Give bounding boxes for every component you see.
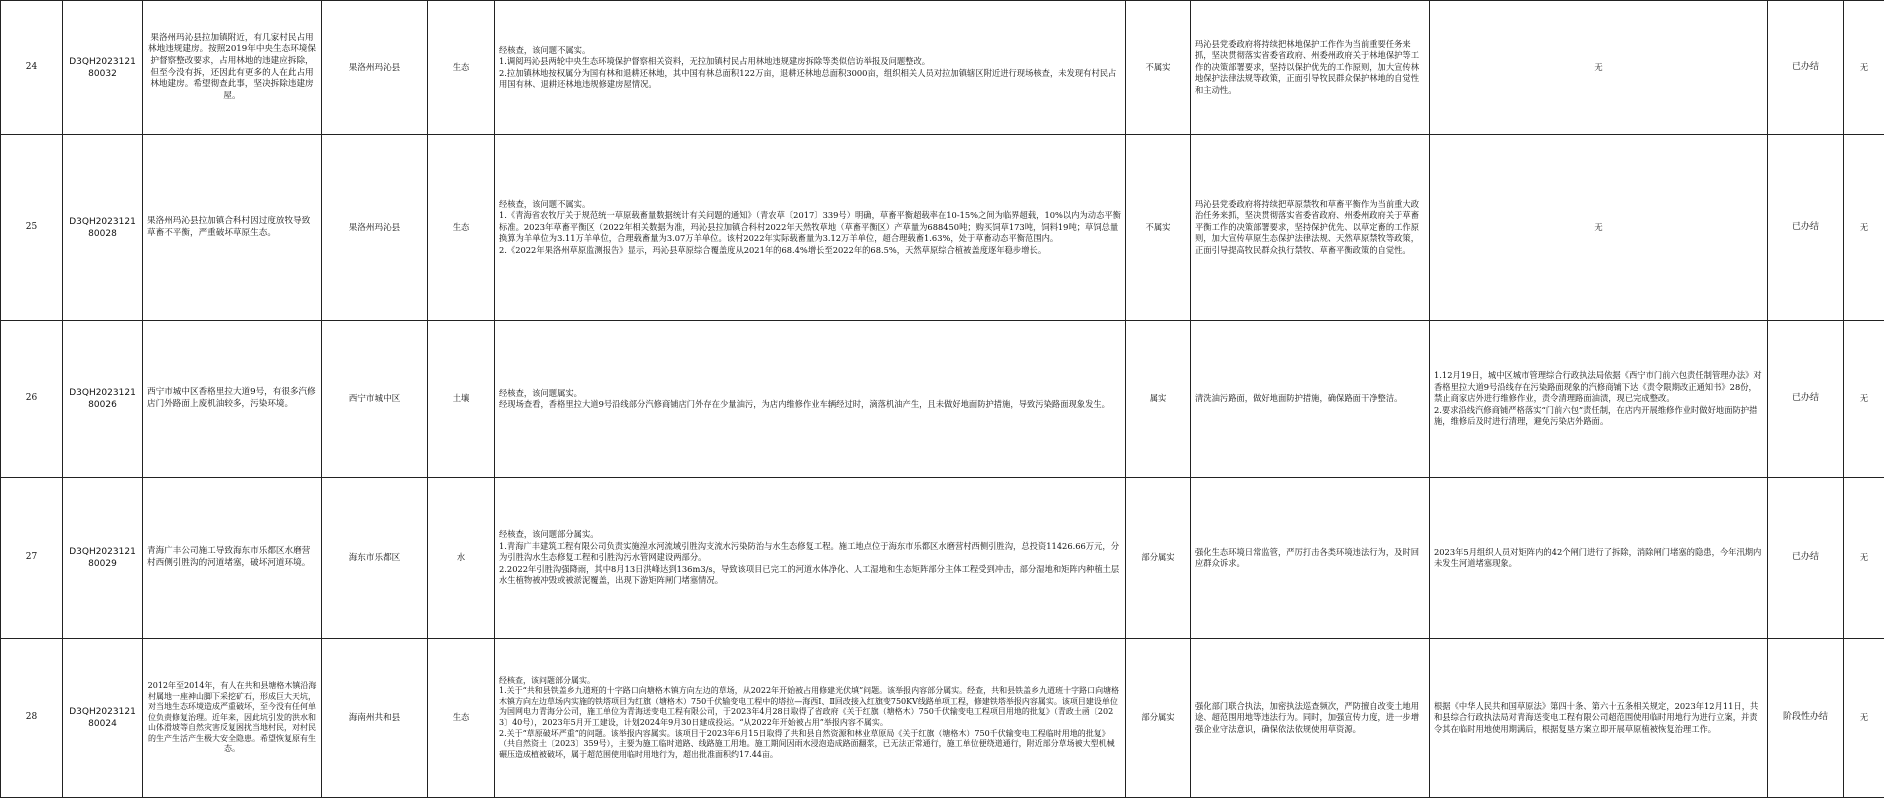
investigation-findings bbox=[495, 135, 1126, 321]
finding-line: 经核查，该问题属实。 bbox=[499, 388, 1121, 399]
table-row bbox=[1, 478, 1884, 639]
region: 海南州共和县 bbox=[322, 639, 428, 798]
finding-line: 2.拉加镇林地按权属分为国有林和退耕还林地，其中国有林总面积122万亩，退耕还林地总面积3000亩，组织相关人员对拉加镇辖区附近进行现场核查，未发现有村民占用国有林、退耕还林地违规修建房屋情况。 bbox=[499, 68, 1121, 91]
finding-line: 2.2022年引胜沟强降雨，其中8月13日洪峰达到136m3/s，导致该项目已完工的河道水体净化、人工湿地和生态矩阵部分主体工程受到冲击，部分湿地和矩阵内种植土层水生植物被冲毁或被淤泥覆盖，出现下游矩阵闸门堵塞情况。 bbox=[499, 564, 1121, 587]
table-row bbox=[1, 639, 1884, 798]
complaint-description: 2012年至2014年，有人在共和县塘格木镇沿海村属地一座神山脚下采挖矿石，形成巨大天坑，对当地生态环境造成严重破坏，至今没有任何单位负责修复治理。近年来，因此坑引发的洪水和山体滑坡等自然灾害反复困扰当地村民，对村民的生产生活产生极大安全隐患。希望恢复原有生态。 bbox=[143, 639, 322, 798]
table-row bbox=[1, 135, 1884, 321]
verdict: 部分属实 bbox=[1126, 639, 1191, 798]
rectification-line: 2.要求沿线汽修商铺严格落实“门前六包”责任制，在店内开展维修作业时做好地面防护措施，维修后及时进行清理，避免污染店外路面。 bbox=[1434, 405, 1763, 428]
verdict: 属实 bbox=[1126, 321, 1191, 478]
rectification-status: 2023年5月组织人员对矩阵内的42个闸门进行了拆除，消除闸门堵塞的隐患，今年汛期内未发生河道堵塞现象。 bbox=[1430, 478, 1768, 639]
row-number: 28 bbox=[1, 639, 63, 798]
complaint-description: 青海广丰公司施工导致海东市乐都区水磨营村西侧引胜沟的河道堵塞，破坏河道环境。 bbox=[143, 478, 322, 639]
accountability: 无 bbox=[1844, 321, 1884, 478]
investigation-findings bbox=[495, 321, 1126, 478]
handling-measures: 清洗油污路面，做好地面防护措施，确保路面干净整洁。 bbox=[1191, 321, 1430, 478]
finding-line: 经核查，该问题部分属实。 bbox=[499, 529, 1121, 540]
finding-line: 经核查，该问题不属实。 bbox=[499, 199, 1121, 210]
rectification-status: 无 bbox=[1430, 1, 1768, 135]
rectification-status bbox=[1430, 321, 1768, 478]
case-code: D3QH202312180026 bbox=[63, 321, 143, 478]
progress-status: 已办结 bbox=[1768, 135, 1844, 321]
complaint-description: 果洛州玛沁县拉加镇合科村因过度放牧导致草畜不平衡，严重破坏草原生态。 bbox=[143, 135, 322, 321]
row-number: 27 bbox=[1, 478, 63, 639]
case-code: D3QH202312180032 bbox=[63, 1, 143, 135]
rectification-status: 根据《中华人民共和国草原法》第四十条、第六十五条相关规定，2023年12月11日，共和县综合行政执法局对青海送变电工程有限公司超范围使用临时用地行为进行立案，并责令其在临时用地使用期满后，根据复垦方案立即开展草原植被恢复治理工作。 bbox=[1430, 639, 1768, 798]
table-row bbox=[1, 1, 1884, 135]
finding-line: 1.关于“共和县铁盖乡九道班的十字路口向塘格木镇方向左边的草场，从2022年开始被占用修建光伏填”问题。该举报内容部分属实。经查，共和县铁盖乡九道班十字路口向塘格木镇方向左边草场内实施的铁塔项目为红旗（塘格木）750千伏输变电工程中的塔拉—海西Ⅰ、Ⅱ回改接入红旗变750KV线路单项工程，修建铁塔举报内容属实。该项目建设单位为国网电力青海分公司，施工单位为青海送变电工程有限公司，于2023年4月28日取得了省政府《关于红旗（塘格木）750千伏输变电工程项目用地的批复》（青政土函〔2023〕40号），2023年5月开工建设，计划2024年9月30日建成投运。“从2022年开始被占用”举报内容不属实。 bbox=[499, 686, 1121, 728]
complaint-description: 果洛州玛沁县拉加镇附近，有几家村民占用林地违规建房。按照2019年中央生态环境保护督察整改要求，占用林地的违建应拆除，但至今没有拆，还因此有更多的人在此占用林地建房。希望彻查此事，坚决拆除违建房屋。 bbox=[143, 1, 322, 135]
handling-measures: 强化生态环境日常监管，严厉打击各类环境违法行为，及时回应群众诉求。 bbox=[1191, 478, 1430, 639]
accountability: 无 bbox=[1844, 1, 1884, 135]
handling-measures: 玛沁县党委政府将持续把草原禁牧和草畜平衡作为当前重大政治任务来抓，坚决贯彻落实省委省政府、州委州政府关于草畜平衡工作的决策部署要求，坚持保护优先、以草定畜的工作原则，加大宣传草原生态保护法律法规、天然草原禁牧等政策，正面引导提高牧民群众执行禁牧、草畜平衡政策的自觉性。 bbox=[1191, 135, 1430, 321]
row-number: 26 bbox=[1, 321, 63, 478]
category: 生态 bbox=[428, 639, 495, 798]
finding-line: 1.调阅玛沁县两轮中央生态环境保护督察相关资料，无拉加镇村民占用林地违规建房拆除等类似信访举报及问题整改。 bbox=[499, 56, 1121, 67]
region: 果洛州玛沁县 bbox=[322, 135, 428, 321]
category: 生态 bbox=[428, 1, 495, 135]
progress-status: 已办结 bbox=[1768, 1, 1844, 135]
handling-measures: 强化部门联合执法，加密执法巡查频次，严防擅自改变土地用途、超范围用地等违法行为。同时，加强宣传力度，进一步增强企业守法意识，确保依法依规使用草资源。 bbox=[1191, 639, 1430, 798]
verdict: 不属实 bbox=[1126, 135, 1191, 321]
region: 西宁市城中区 bbox=[322, 321, 428, 478]
finding-line: 经核查，该问题部分属实。 bbox=[499, 676, 1121, 687]
accountability: 无 bbox=[1844, 478, 1884, 639]
progress-status: 已办结 bbox=[1768, 321, 1844, 478]
case-code: D3QH202312180024 bbox=[63, 639, 143, 798]
finding-line: 2.《2022年果洛州草原监测报告》显示，玛沁县草原综合覆盖度从2021年的68.4%增长至2022年的68.5%，天然草原综合植被盖度逐年稳步增长。 bbox=[499, 245, 1121, 256]
complaint-description: 西宁市城中区香格里拉大道9号，有很多汽修店门外路面上废机油较多，污染环境。 bbox=[143, 321, 322, 478]
accountability: 无 bbox=[1844, 135, 1884, 321]
row-number: 24 bbox=[1, 1, 63, 135]
investigation-findings bbox=[495, 478, 1126, 639]
case-code: D3QH202312180028 bbox=[63, 135, 143, 321]
table-row bbox=[1, 321, 1884, 478]
investigation-findings bbox=[495, 639, 1126, 798]
rectification-status: 无 bbox=[1430, 135, 1768, 321]
category: 生态 bbox=[428, 135, 495, 321]
category: 水 bbox=[428, 478, 495, 639]
case-code: D3QH202312180029 bbox=[63, 478, 143, 639]
progress-status: 阶段性办结 bbox=[1768, 639, 1844, 798]
handling-measures: 玛沁县党委政府将持续把林地保护工作作为当前重要任务来抓，坚决贯彻落实省委省政府、州委州政府关于林地保护等工作的决策部署要求，坚持以保护优先的工作原则，加大宣传林地保护法律法规等政策，正面引导牧民群众保护林地的自觉性和主动性。 bbox=[1191, 1, 1430, 135]
progress-status: 已办结 bbox=[1768, 478, 1844, 639]
region: 海东市乐都区 bbox=[322, 478, 428, 639]
verdict: 不属实 bbox=[1126, 1, 1191, 135]
investigation-findings bbox=[495, 1, 1126, 135]
finding-line: 1.青海广丰建筑工程有限公司负责实施湟水河流域引胜沟支流水污染防治与水生态修复工程。施工地点位于海东市乐都区水磨营村西侧引胜沟，总投资11426.66万元，分为引胜沟水生态修复工程和引胜沟污水管网建设两部分。 bbox=[499, 541, 1121, 564]
verdict: 部分属实 bbox=[1126, 478, 1191, 639]
finding-line: 1.《青海省农牧厅关于规范统一草原载畜量数据统计有关问题的通知》（青农草〔2017〕339号）明确，草畜平衡超载率在10-15%之间为临界超载，10%以内为动态平衡标准。2023年草畜平衡区（2022年相关数据为准，玛沁县拉加镇合科村2022年天然牧草地（草畜平衡区）产草量为688450吨；购买饲草173吨，饲料19吨；草饲总量换算为羊单位为3.11万羊单位，合理载畜量为3.07万羊单位。该村2022年实际载畜量为3.12万羊单位，超合理载畜1.63%，处于草畜动态平衡范围内。 bbox=[499, 210, 1121, 244]
row-number: 25 bbox=[1, 135, 63, 321]
finding-line: 经现场查看，香格里拉大道9号沿线部分汽修商铺店门外存在少量油污，为店内维修作业车辆经过时，滴落机油产生，且未做好地面防护措施，导致污染路面现象发生。 bbox=[499, 399, 1121, 410]
rectification-line: 1.12月19日，城中区城市管理综合行政执法局依据《西宁市门前六包责任制管理办法》对香格里拉大道9号沿线存在污染路面现象的汽修商铺下达《责令限期改正通知书》28份，禁止商家店外进行维修作业，责令清理路面油渍，现已完成整改。 bbox=[1434, 370, 1763, 404]
finding-line: 2.关于“草原破坏严重”的问题。该举报内容属实。该项目于2023年6月15日取得了共和县自然资源和林业草原局《关于红旗（塘格木）750千伏输变电工程临时用地的批复》（共自然资土〔2023〕359号），主要为施工临时道路、线路施工用地。施工期间因雨水浸泡造成路面翻浆，已无法正常通行，施工单位便绕道通行，附近部分草场被大型机械碾压造成植被破坏，属于超范围使用临时用地行为，超出批准面积约17.44亩。 bbox=[499, 729, 1121, 761]
region: 果洛州玛沁县 bbox=[322, 1, 428, 135]
finding-line: 经核查，该问题不属实。 bbox=[499, 45, 1121, 56]
category: 土壤 bbox=[428, 321, 495, 478]
accountability: 无 bbox=[1844, 639, 1884, 798]
